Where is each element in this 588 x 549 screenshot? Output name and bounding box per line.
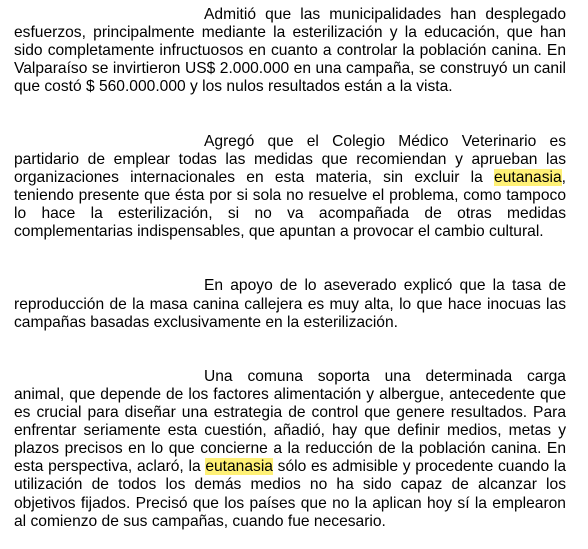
document-page: [14, 6, 566, 531]
paragraph-4-text-a: Una comuna soporta una determinada carga animal, que depende de los factores alimentación y albergue, antecedente que es crucial para diseñar una estrategia de control que genere resultados. Para enfrentar seriamente esta cuestión, añadió, hay que definir medios, metas y plazos precisos en lo que concierne a la reducción de la población canina. En esta perspectiva, aclaró, la: [14, 367, 566, 476]
paragraph-2-text-b: , teniendo presente que ésta por si sola no resuelve el problema, como tampoco lo hace la esterilización, si no va acompañada de otras medidas complementarias indispensables, que apuntan a provocar el cambio cultural.: [14, 168, 566, 241]
paragraph-2: [14, 133, 566, 242]
highlighted-term: eutanasia: [205, 458, 273, 476]
highlighted-term: eutanasia: [494, 168, 562, 186]
paragraph-1: [14, 6, 566, 96]
paragraph-3-text: En apoyo de lo aseverado explicó que la tasa de reproducción de la masa canina callejera es muy alta, lo que hace inocuas las campañas basadas exclusivamente en la esterilización.: [14, 277, 566, 331]
paragraph-1-text: Admitió que las municipalidades han desplegado esfuerzos, principalmente mediante la esterilización y la educación, que han sido completamente infructuosos en cuanto a controlar la población canina. En Valparaíso se invirtieron US$ 2.000.000 en una campaña, se construyó un canil que costó $ 560.000.000 y los nulos resultados están a la vista.: [14, 6, 566, 96]
paragraph-4-text-b: sólo es admisible y procedente cuando la utilización de todos los demás medios no ha sido capaz de alcanzar los objetivos fijados. Precisó que los países que no la aplican hoy sí la emplearon al comienzo de sus campañas, cuando fue necesario.: [14, 458, 566, 530]
paragraph-4: [14, 368, 566, 531]
paragraph-2-text-a: Agregó que el Colegio Médico Veterinario es partidario de emplear todas las medidas que recomiendan y aprueban las organizaciones internacionales en esta materia, sin excluir la: [14, 132, 566, 186]
paragraph-3: [14, 277, 566, 331]
